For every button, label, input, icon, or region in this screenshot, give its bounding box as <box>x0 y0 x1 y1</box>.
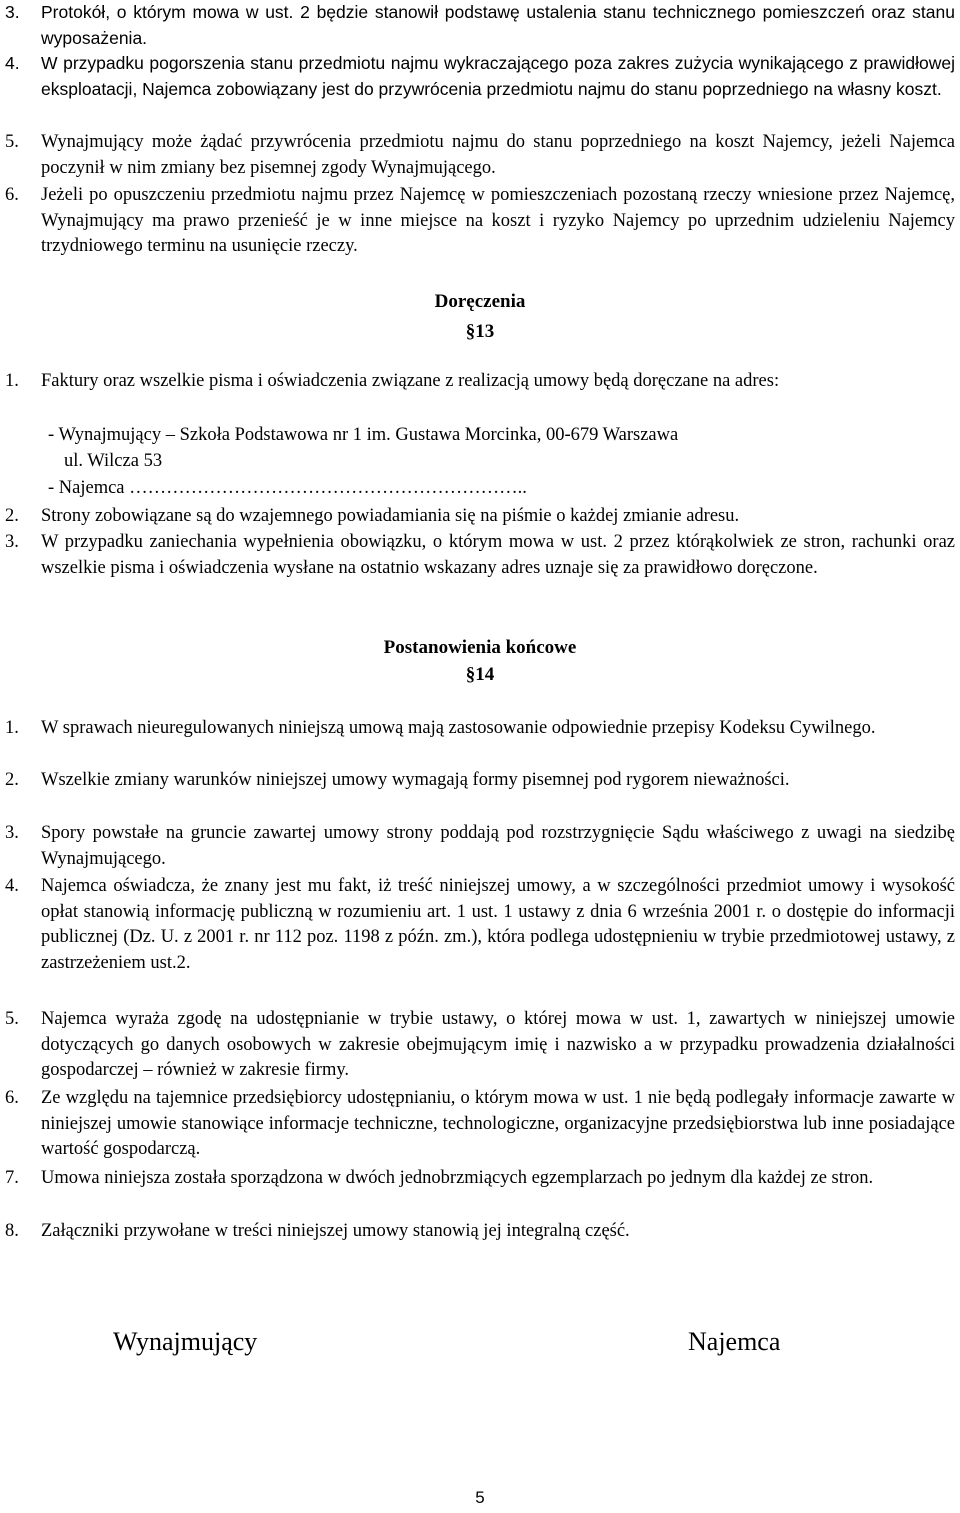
list-item-text: Wszelkie zmiany warunków niniejszej umowy wymagają formy pisemnej pod rygorem nieważności. <box>41 770 790 790</box>
list-item-text: Spory powstałe na gruncie zawartej umowy strony poddają pod rozstrzygnięcie Sądu właściwego z uwagi na siedzibę Wynajmującego. <box>41 823 955 869</box>
delivery-item-1 <box>5 369 955 395</box>
final-item-6 <box>5 1086 955 1163</box>
list-item-number: 6. <box>5 185 19 205</box>
list-item-text: W przypadku zaniechania wypełnienia obowiązku, o którym mowa w ust. 2 przez którąkolwiek ze stron, rachunki oraz wszelkie pisma i oświadczenia wysłane na ostatnio wskazany adres uznaje się za prawidłowo doręczone. <box>41 532 955 578</box>
paragraph-number: 14 <box>475 664 495 685</box>
list-item-4 <box>5 51 955 102</box>
list-item-number: 2. <box>5 770 19 790</box>
list-item-5 <box>5 130 955 181</box>
list-item-text: Faktury oraz wszelkie pisma i oświadczenia związane z realizacją umowy będą doręczane na adres: <box>41 371 780 391</box>
list-item-text: Załączniki przywołane w treści niniejszej umowy stanowią jej integralną część. <box>41 1221 630 1241</box>
page-number: 5 <box>475 1488 485 1507</box>
address-tenant: - Najemca ……………………………………………………….. <box>48 478 527 498</box>
list-item-number: 4. <box>5 876 19 896</box>
final-item-7 <box>5 1166 955 1192</box>
final-item-1 <box>5 716 955 742</box>
list-item-3 <box>5 0 955 51</box>
final-item-4 <box>5 874 955 976</box>
section-number-14 <box>0 663 960 687</box>
final-item-2 <box>5 768 955 794</box>
section-number-13 <box>0 320 960 344</box>
final-item-5 <box>5 1007 955 1084</box>
final-item-3 <box>5 821 955 872</box>
list-item-text: Najemca oświadcza, że znany jest mu fakt, iż treść niniejszej umowy, a w szczególności przedmiot umowy i wysokość opłat stanowią informację publiczną w rozumieniu art. 1 ust. 1 ustawy z dnia 6 września 2001 r. o dostępie do informacji publicznej (Dz. U. z 2001 r. nr 112 poz. 1198 z późn. zm.), która podlega udostępnieniu w trybie przedmiotowej ustawy, z zastrzeżeniem ust.2. <box>41 876 955 973</box>
address-street: ul. Wilcza 53 <box>64 451 163 471</box>
paragraph-number: 13 <box>475 321 495 342</box>
list-item-number: 3. <box>5 823 19 843</box>
list-item-text: Jeżeli po opuszczeniu przedmiotu najmu przez Najemcę w pomieszczeniach pozostaną rzeczy wniesione przez Najemcę, Wynajmujący ma prawo przenieść je w inne miejsce na koszt i ryzyko Najemcy po uprzednim udzieleniu Najemcy trzydniowego terminu na usunięcie rzeczy. <box>41 185 955 256</box>
signature-tenant: Najemca <box>688 1327 781 1356</box>
list-item-text: W sprawach nieuregulowanych niniejszą umową mają zastosowanie odpowiednie przepisy Kodeksu Cywilnego. <box>41 718 876 738</box>
paragraph-sign: § <box>465 664 476 685</box>
list-item-number: 1. <box>5 371 19 391</box>
list-item-number: 2. <box>5 506 19 526</box>
delivery-item-3 <box>5 530 955 581</box>
signature-landlord: Wynajmujący <box>113 1327 258 1356</box>
final-item-8 <box>5 1219 955 1245</box>
list-item-number: 6. <box>5 1088 19 1108</box>
address-landlord: - Wynajmujący – Szkoła Podstawowa nr 1 im. Gustawa Morcinka, 00-679 Warszawa <box>48 425 679 445</box>
list-item-number: 5. <box>5 1009 19 1029</box>
list-item-text: Najemca wyraża zgodę na udostępnianie w trybie ustawy, o której mowa w ust. 1, zawartych w niniejszej umowie dotyczących go danych osobowych w zakresie obejmującym imię i nazwisko a w przypadku prowadzenia działalności gospodarczej – również w zakresie firmy. <box>41 1009 955 1080</box>
list-item-text: Ze względu na tajemnice przedsiębiorcy udostępnianiu, o którym mowa w ust. 1 nie będą podlegały informacje zawarte w niniejszej umowie stanowiące informacje techniczne, technologiczne, organizacyjne przedsiębiorstwa lub inne posiadające wartość gospodarczą. <box>41 1088 955 1159</box>
list-item-text: Protokół, o którym mowa w ust. 2 będzie stanowił podstawę ustalenia stanu technicznego pomieszczeń oraz stanu wyposażenia. <box>41 2 955 48</box>
list-item-number: 3. <box>5 532 19 552</box>
list-item-text: Strony zobowiązane są do wzajemnego powiadamiania się na piśmie o każdej zmianie adresu. <box>41 506 740 526</box>
list-item-number: 3. <box>5 2 20 22</box>
delivery-item-2 <box>5 504 955 530</box>
list-item-number: 4. <box>5 53 20 73</box>
list-item-6 <box>5 183 955 260</box>
list-item-number: 5. <box>5 132 19 152</box>
list-item-number: 1. <box>5 718 19 738</box>
paragraph-sign: § <box>465 321 476 342</box>
list-item-text: Umowa niniejsza została sporządzona w dwóch jednobrzmiących egzemplarzach po jednym dla każdej ze stron. <box>41 1168 874 1188</box>
list-item-text: W przypadku pogorszenia stanu przedmiotu najmu wykraczającego poza zakres zużycia wynikającego z prawidłowej eksploatacji, Najemca zobowiązany jest do przywrócenia przedmiotu najmu do stanu poprzedniego na własny koszt. <box>41 53 955 99</box>
list-item-number: 8. <box>5 1221 19 1241</box>
list-item-text: Wynajmujący może żądać przywrócenia przedmiotu najmu do stanu poprzedniego na koszt Najemcy, jeżeli Najemca poczynił w nim zmiany bez pisemnej zgody Wynajmującego. <box>41 132 955 178</box>
section-title-final: Postanowienia końcowe <box>383 637 577 658</box>
section-title-delivery: Doręczenia <box>434 291 526 312</box>
list-item-number: 7. <box>5 1168 19 1188</box>
